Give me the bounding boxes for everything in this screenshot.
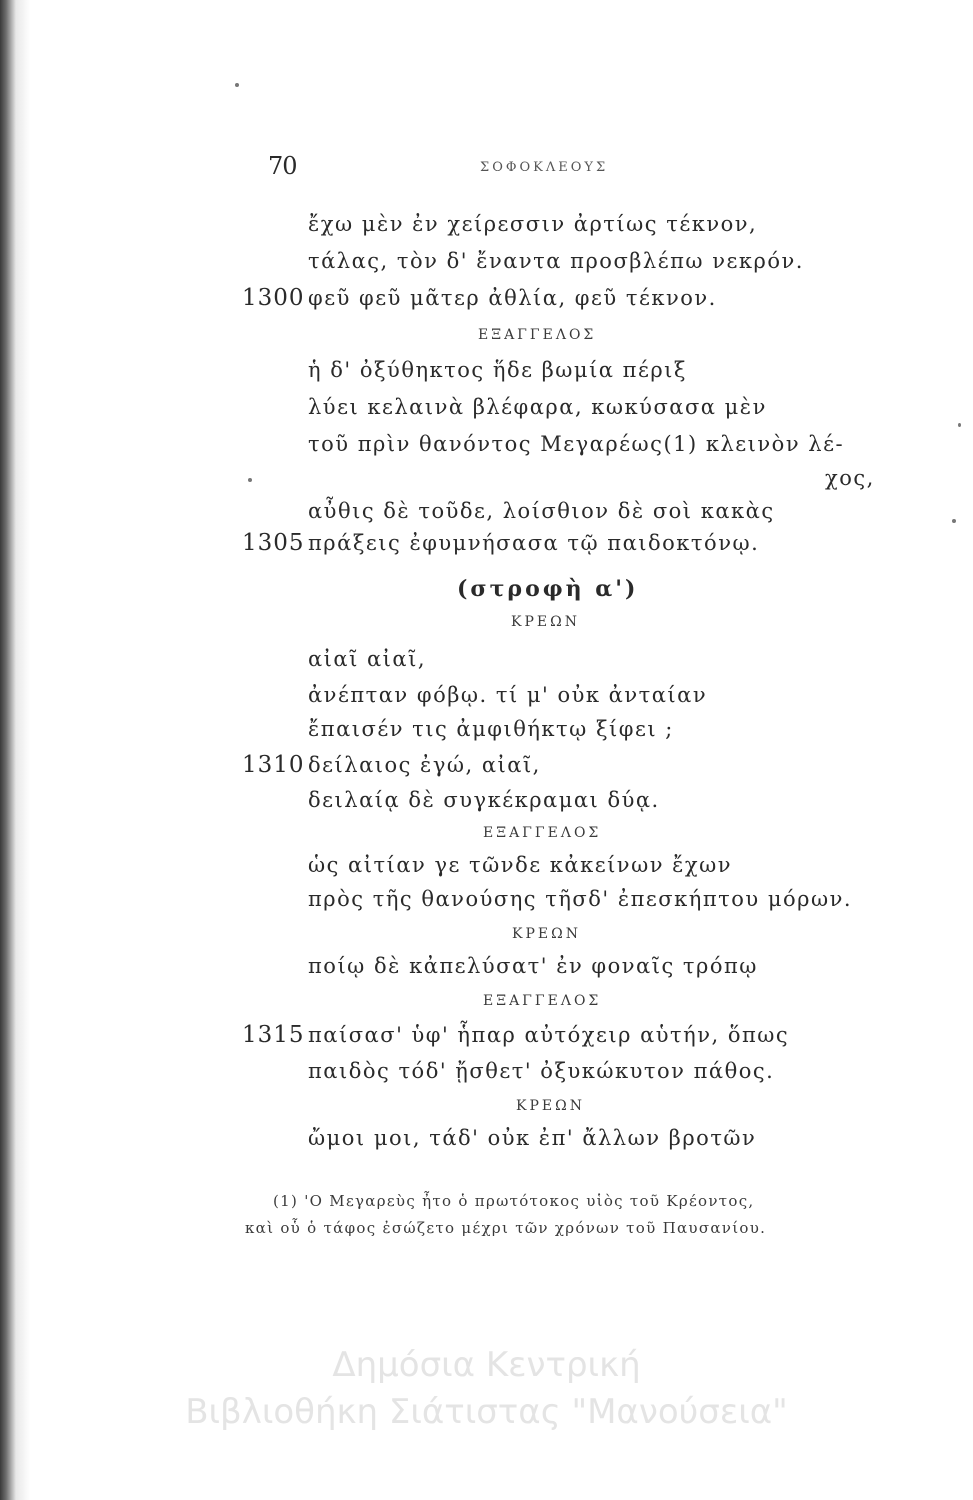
verse-line: ἔχω μὲν ἐν χείρεσσιν ἀρτίως τέκνον, [308, 212, 758, 236]
verse-line: αὖθις δὲ τοῦδε, λοίσθιον δὲ σοὶ κακὰς [308, 499, 775, 523]
footnote-line: (1) 'Ο Μεγαρεὺς ἦτο ὁ πρωτότοκος υἱὸς τοῦ Κρέοντος, [273, 1192, 755, 1210]
speaker-label: ΚΡΕΩΝ [516, 1098, 585, 1114]
verse-line: τοῦ πρὶν θανόντος Μεγαρέως(1) κλεινὸν λέ- [308, 432, 845, 456]
verse-line: λύει κελαινὰ βλέφαρα, κωκύσασα μὲν [308, 395, 767, 419]
line-number: 1315 [242, 1022, 305, 1048]
speaker-label: ΕΞΑΓΓΕΛΟΣ [483, 825, 602, 841]
verse-line: ὤμοι μοι, τάδ' οὐκ ἐπ' ἄλλων βροτῶν [308, 1126, 757, 1150]
page-header [0, 152, 973, 182]
library-watermark-line: Δημόσια Κεντρική [332, 1345, 641, 1385]
speaker-label: ΕΞΑΓΓΕΛΟΣ [483, 993, 602, 1009]
verse-line: ποίῳ δὲ κἀπελύσατ' ἐν φοναῖς τρόπῳ [308, 954, 758, 978]
verse-line: ὡς αἰτίαν γε τῶνδε κἀκείνων ἔχων [308, 853, 733, 877]
page-number: 70 [268, 152, 297, 180]
verse-line: δείλαιος ἐγώ, αἰαῖ, [308, 753, 541, 777]
print-speck [235, 83, 239, 87]
verse-line: πρὸς τῆς θανούσης τῆσδ' ἐπεσκήπτου μόρων. [308, 887, 853, 911]
line-number: 1300 [242, 285, 305, 311]
verse-line: ἡ δ' ὀξύθηκτος ἥδε βωμία πέριξ [308, 358, 687, 382]
print-speck [248, 478, 252, 482]
verse-line: ἀνέπταν φόβῳ. τί μ' οὐκ ἀνταίαν [308, 683, 708, 707]
verse-line: αἰαῖ αἰαῖ, [308, 647, 427, 671]
verse-line: ἔπαισέν τις ἀμφιθήκτῳ ξίφει ; [308, 717, 674, 741]
verse-line: δειλαίᾳ δὲ συγκέκραμαι δύᾳ. [308, 788, 660, 812]
print-speck [952, 519, 956, 523]
strophe-heading: (στροφὴ α') [457, 576, 639, 602]
speaker-label: ΚΡΕΩΝ [511, 614, 580, 630]
verse-line: παιδὸς τόδ' ᾔσθετ' ὀξυκώκυτον πάθος. [308, 1059, 775, 1083]
verse-line: παίσασ' ὑφ' ἧπαρ αὐτόχειρ αὑτήν, ὅπως [308, 1023, 790, 1047]
speaker-label: ΕΞΑΓΓΕΛΟΣ [478, 327, 597, 343]
verse-line: τάλας, τὸν δ' ἔναντα προσβλέπω νεκρόν. [308, 249, 804, 273]
verse-line: πράξεις ἐφυμνήσασα τῷ παιδοκτόνῳ. [308, 531, 760, 555]
verse-line-continuation: χος, [825, 466, 875, 490]
line-number: 1310 [242, 752, 305, 778]
footnote-line: καὶ οὗ ὁ τάφος ἐσώζετο μέχρι τῶν χρόνων τοῦ Παυσανίου. [245, 1219, 767, 1237]
library-watermark-line: Βιβλιοθήκη Σιάτιστας "Μανούσεια" [185, 1392, 788, 1432]
running-head: ΣΟΦΟΚΛΕΟΥΣ [480, 160, 609, 175]
verse-line: φεῦ φεῦ μᾶτερ ἀθλία, φεῦ τέκνον. [308, 286, 717, 310]
line-number: 1305 [242, 530, 305, 556]
speaker-label: ΚΡΕΩΝ [512, 926, 581, 942]
print-speck [958, 423, 961, 427]
